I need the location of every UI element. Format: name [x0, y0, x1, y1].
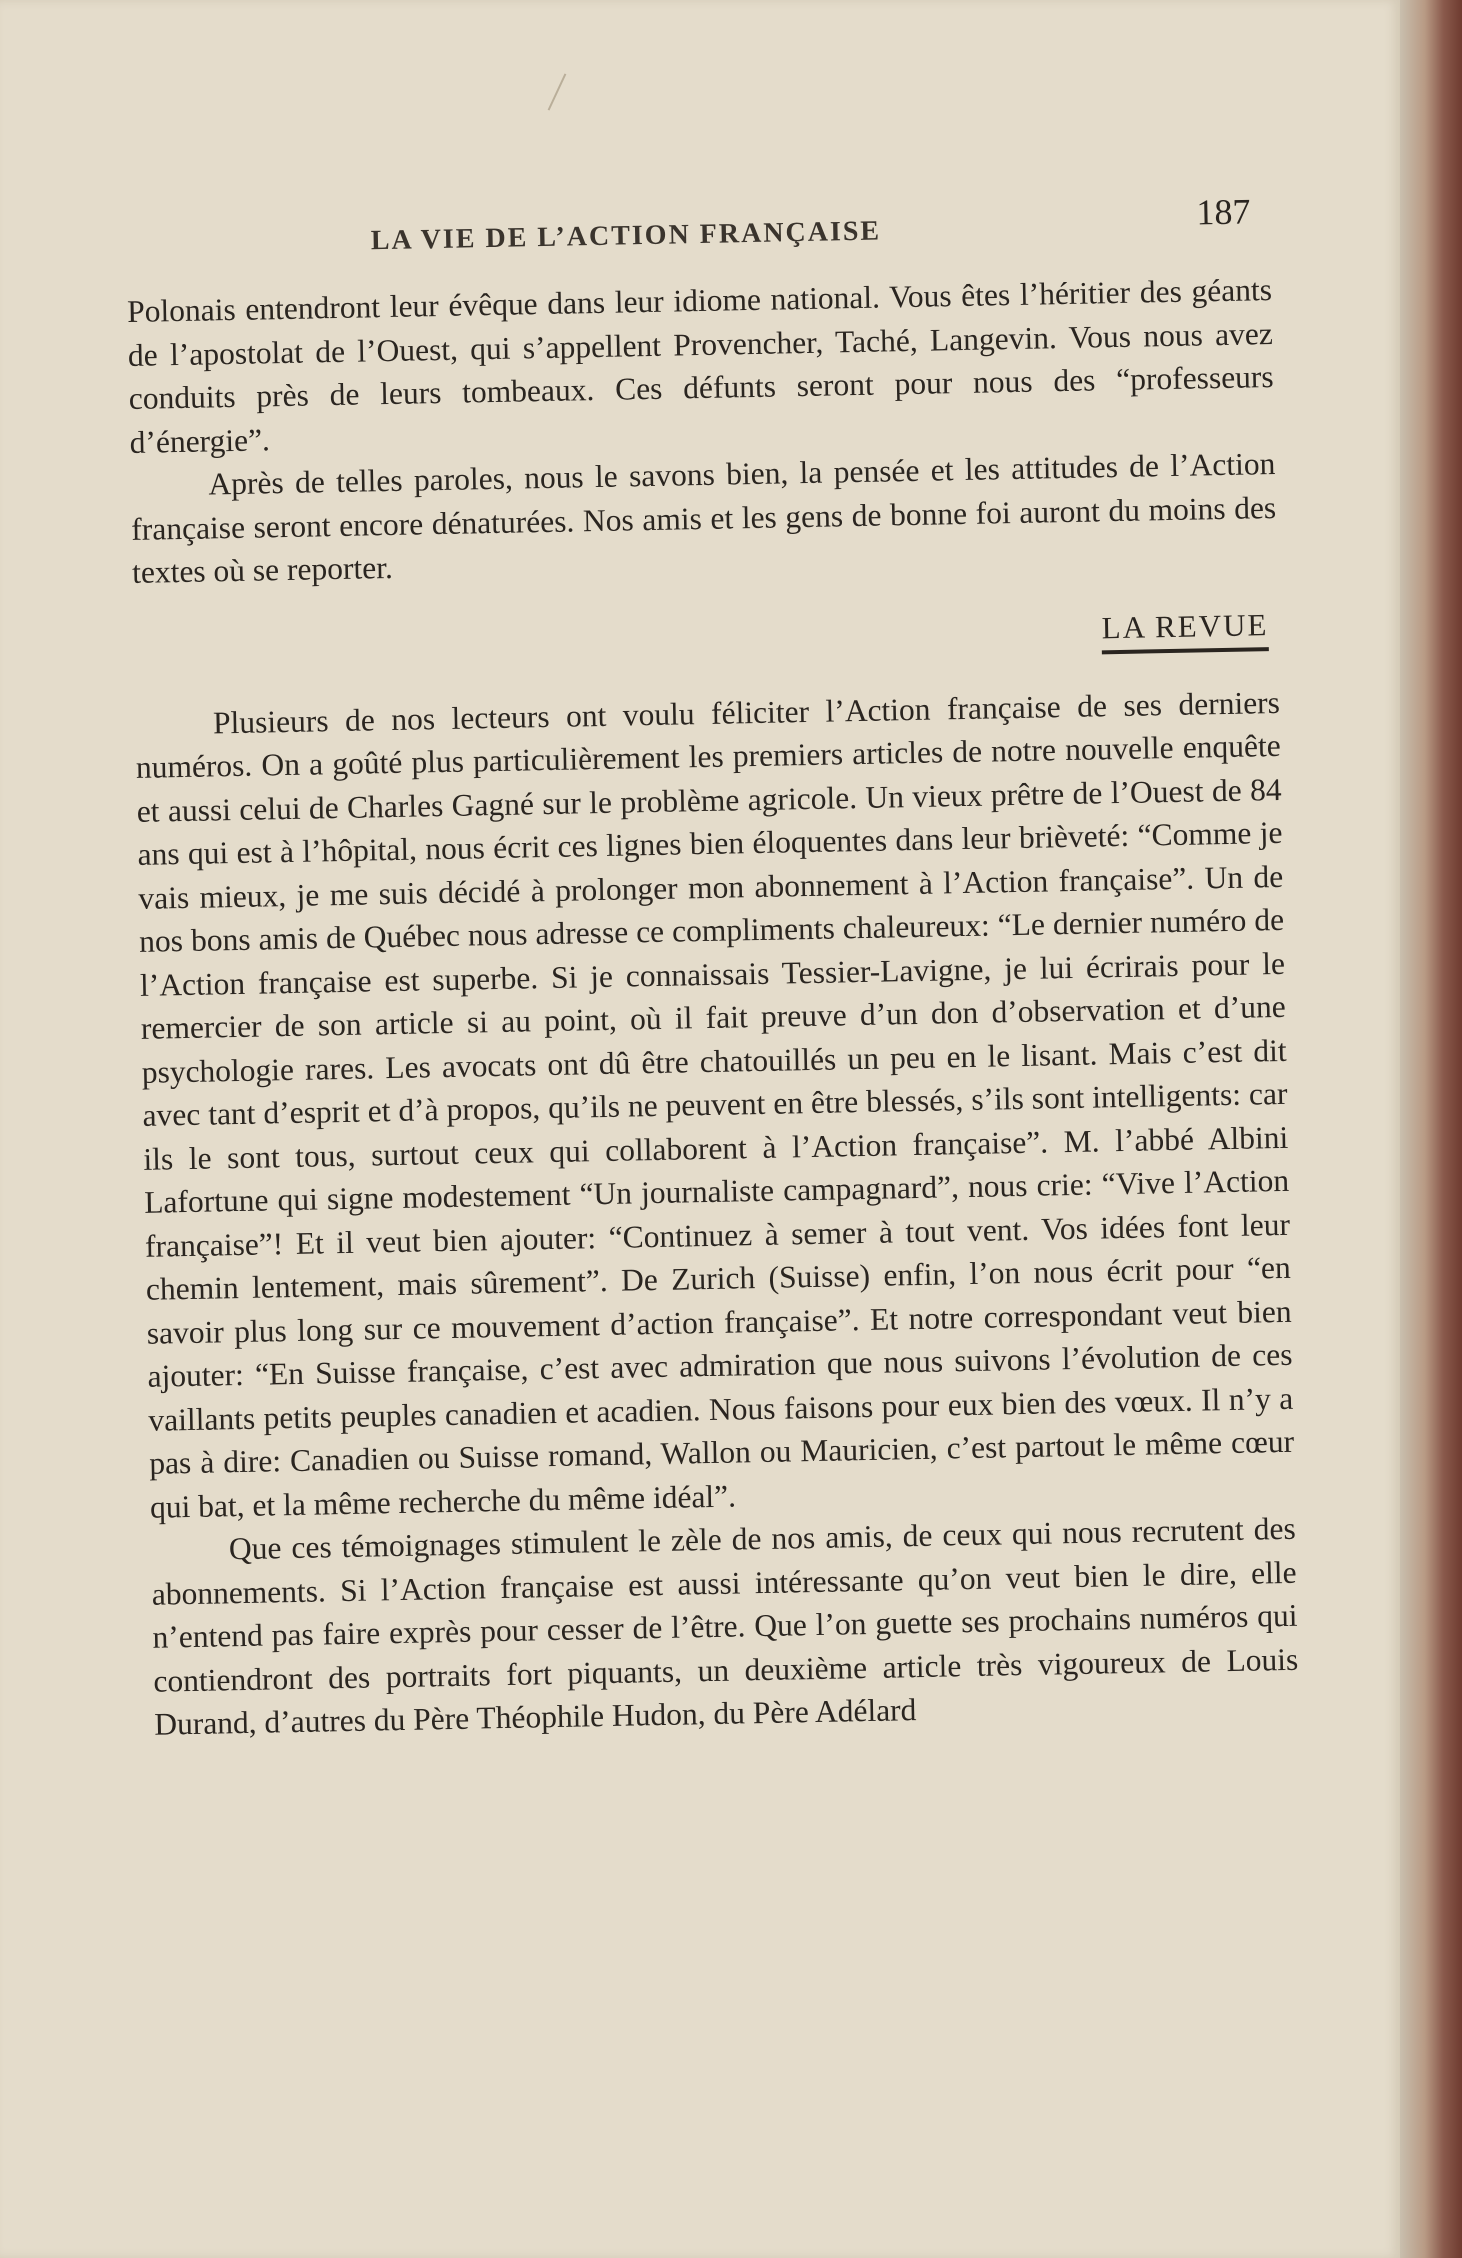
paragraph: Plusieurs de nos lecteurs ont voulu féliciter l’Action française de ses derniers numéros. On a goûté plus particulièrement les premiers articles de notre nouvelle enquête et aussi celui de Charles Gagné sur le problème agricole. Un vieux prêtre de l’Ouest de 84 ans qui est à l’hôpital, nous écrit ces lignes bien éloquentes dans leur brièveté: “Comme je vais mieux, je me suis décidé à prolonger mon abonnement à l’Action française”. Un de nos bons amis de Québec nous adresse ce compliments chaleureux: “Le dernier numéro de l’Action française est superbe. Si je connaissais Tessier-Lavigne, je lui écrirais pour le remercier de son article si au point, où il fait preuve d’un don d’observation et d’une psychologie rares. Les avocats ont dû être chatouillés un peu en le lisant. Mais c’est dit avec tant d’esprit et d’à propos, qu’ils ne peuvent en être blessés, s’ils sont intelligents: car ils le sont tous, surtout ceux qui collaborent à l’Action française”. M. l’abbé Albini Lafortune qui signe modestement “Un journaliste campagnard”, nous crie: “Vive l’Action française”! Et il veut bien ajouter: “Continuez à semer à tout vent. Vos idées font leur chemin lentement, mais sûrement”. De Zurich (Suisse) enfin, l’on nous écrit pour “en savoir plus long sur ce mouvement d’action française”. Et notre correspondant veut bien ajouter: “En Suisse française, c’est avec admiration que nous suivons l’évolution de ces vaillants petits peuples canadien et acadien. Nous faisons pour eux bien des vœux. Il n’y a pas à dire: Canadien ou Suisse romand, Wallon ou Mauricien, c’est partout le même cœur qui bat, et la même recherche du même idéal”. — [135, 684, 1295, 1525]
paragraph: Après de telles paroles, nous le savons bien, la pensée et les attitudes de l’Action française seront encore dénaturées. Nos amis et les gens de bonne foi auront du moins des textes où se reporter. — [130, 445, 1277, 590]
paper-mark — [548, 73, 567, 110]
paragraph: Que ces témoignages stimulent le zèle de nos amis, de ceux qui nous recrutent des abonnements. Si l’Action française est aussi intéressante qu’on veut bien le dire, elle n’entend pas faire exprès pour cesser de l’être. Que l’on guette ses prochains numéros qui contiendront des portraits fort piquants, un deuxième article très vigoureux de Louis Durand, d’autres du Père Théophile Hudon, du Père Adélard — [151, 1510, 1299, 1742]
section-heading-text: LA REVUE — [1101, 607, 1269, 654]
text-block — [125, 178, 1299, 1746]
page-number: 187 — [1196, 191, 1251, 233]
page-edge — [1400, 0, 1462, 2258]
paragraph: Polonais entendront leur évêque dans leur idiome national. Vous êtes l’héritier des géants de l’apostolat de l’Ouest, qui s’appellent Provencher, Taché, Langevin. Vous nous avez conduits près de leurs tombeaux. Ces défunts seront pour nous des “professeurs d’énergie”. — [126, 272, 1274, 460]
running-title: LA VIE DE L’ACTION FRANÇAISE — [370, 215, 882, 257]
